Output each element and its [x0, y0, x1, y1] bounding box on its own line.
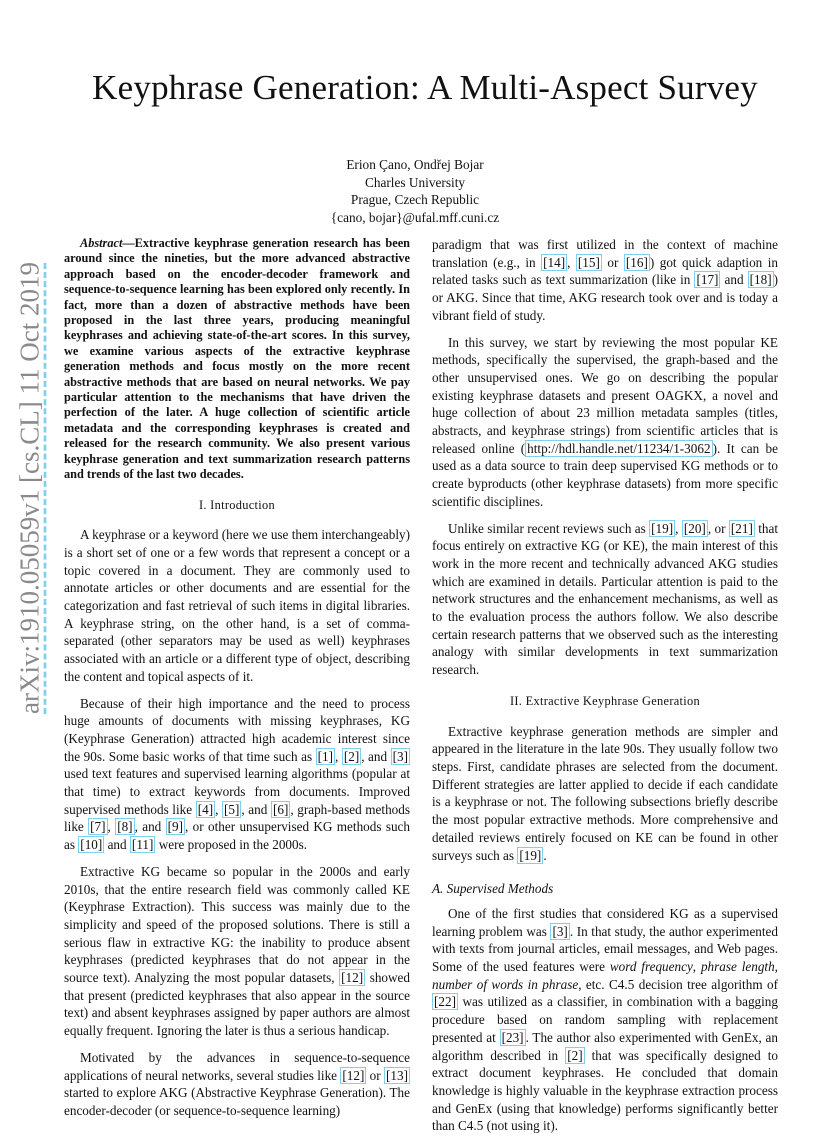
citation-link[interactable]: [5]	[224, 801, 240, 817]
citation-link[interactable]: [8]	[117, 819, 133, 835]
citation-link[interactable]: [7]	[90, 819, 106, 835]
intro-paragraph-4: Motivated by the advances in sequence-to-sequence applications of neural networks, several studies like [12] or [13] started to explore AKG (Abstractive Keyphrase Generation). The encoder-decoder (or sequence-to-sequence learning)	[64, 1049, 410, 1118]
extractive-paragraph-1: Extractive keyphrase generation methods are simpler and appeared in the literature in the late 90s. They usually follow two steps. First, candidate phrases are selected from the document. Different strategies are latter applied to decide if each candidate is a keyphrase or not. The following subsections briefly describe the most popular extractive methods. More comprehensive and detailed reviews entirely focused on KE can be found in other surveys such as [19] .	[432, 723, 778, 863]
citation-link[interactable]: [23]	[501, 1029, 524, 1045]
citation-link[interactable]: [19]	[651, 520, 674, 536]
author-location: Prague, Czech Republic	[350, 192, 480, 207]
abstract-label: Abstract	[80, 236, 123, 250]
intro-paragraph-1: A keyphrase or a keyword (here we use them interchangeably) is a short set of one or a few words that represent a concept or a topic covered in a document. They are commonly used to annotate articles or other documents and are essential for the categorization and fast retrieval of such items in digital libraries. A keyphrase string, on the other hand, is a set of comma-separated (other separators may be used as well) keyphrases associated with an article or a different type of object, describing the content and topical aspects of it.	[64, 527, 410, 684]
citation-link[interactable]: [11]	[131, 837, 154, 853]
author-names: Erion Çano, Ondřej Bojar	[346, 157, 484, 172]
citation-link[interactable]: [2]	[567, 1047, 583, 1063]
section-heading-introduction: I. Introduction	[198, 497, 276, 512]
citation-link[interactable]: [12]	[341, 970, 364, 986]
citation-link[interactable]: [15]	[577, 254, 600, 270]
section-heading-extractive: II. Extractive Keyphrase Generation	[509, 693, 701, 708]
abstract-text: —Extractive keyphrase generation research has been around since the nineties, but the more advanced abstractive approach based on the encoder-decoder framework and sequence-to-sequence learning has been explored only recently. In fact, more than a dozen of abstractive methods have been proposed in the last three years, producing meaningful keyphrases and achieving state-of-the-art scores. In this survey, we examine various aspects of the extractive keyphrase generation methods and focus mostly on the more recent abstractive methods that are based on neural networks. We pay particular attention to the mechanisms that have driven the perfection of the later. A huge collection of scientific article metadata and the corresponding keyphrases is created and released for the research community. We also present various keyphrase generation and text summarization research patterns and trends of the last two decades.	[64, 236, 410, 482]
citation-link[interactable]: [6]	[272, 801, 289, 817]
citation-link[interactable]: [16]	[625, 254, 648, 270]
supervised-paragraph-1: One of the first studies that considered KG as a supervised learning problem was [3] . In that study, the author experimented with texts from journal articles, email messages, and Web pages. Some of the used features were word frequency, phrase length, number of words in phrase, etc. C4.5 decision tree algorithm of [22] was utilized as a classifier, in combination with a bagging procedure based on random sampling with replacement presented at [23] . The author also experimented with GenEx, an algorithm described in [2] that was specifically designed to extract document keyphrases. He concluded that domain knowledge is highly valuable in the keyphrase extraction process and GenEx (using that knowledge) performs significantly better than C4.5 (not using it).	[432, 905, 779, 1134]
citation-link[interactable]: [3]	[552, 923, 568, 939]
abstract	[64, 236, 410, 483]
author-email: {cano, bojar}@ufal.mff.cuni.cz	[330, 209, 500, 225]
citation-link[interactable]: [2]	[343, 748, 360, 764]
citation-link[interactable]: [21]	[730, 520, 753, 536]
intro-paragraph-5: paradigm that was first utilized in the context of machine translation (e.g., in [14] , [15] or [16] ) got quick adaption in related tasks such as text summarization (like in [17] and [18] ) or AKG. Since that time, AKG research took over and is today a vibrant field of study.	[432, 237, 779, 323]
citation-link[interactable]: [12]	[342, 1067, 365, 1083]
author-block	[260, 156, 570, 226]
paper-title: Keyphrase Generation: A Multi-Aspect Survey	[92, 68, 758, 107]
intro-paragraph-7: Unlike similar recent reviews such as [19] , [20] , or [21] that focus entirely on extractive KG (or KE), the main interest of this work in the more recent and technically advanced AKG studies which are examined in details. Particular attention is paid to the network structures and the enhancement mechanisms, as well as to the evaluation process the authors follow. We also describe certain research patterns that we observed such as the interesting analogy with similar developments in text summarization research.	[432, 520, 778, 678]
citation-link[interactable]: [10]	[80, 837, 103, 853]
arxiv-identifier-text[interactable]: arXiv:1910.05059v1 [cs.CL] 11 Oct 2019	[14, 262, 45, 714]
citation-link[interactable]: [20]	[683, 520, 706, 536]
citation-link[interactable]: [14]	[543, 254, 566, 270]
arxiv-identifier	[8, 238, 52, 738]
author-affiliation: Charles University	[364, 174, 466, 190]
dataset-url-link[interactable]: http://hdl.handle.net/11234/1-3062	[527, 440, 711, 456]
citation-link[interactable]: [22]	[434, 994, 456, 1010]
right-column	[432, 236, 778, 1144]
citation-link[interactable]: [9]	[167, 819, 184, 835]
left-column	[64, 236, 410, 1129]
intro-paragraph-6: In this survey, we start by reviewing the most popular KE methods, specifically the supervised, the graph-based and the other unsupervised ones. We go on describing the popular existing keyphrase datasets and present OAGKX, a novel and huge collection of about 23 million metadata samples (titles, abstracts, and keyphrase strings) from scientific articles that is released online ( http://hdl.handle.net/11234/1-3062 ). It can be used as a data source to train deep supervised KG methods or to create byproducts (other keyphrase datasets) from more specific scientific disciplines.	[432, 334, 778, 509]
citation-link[interactable]: [18]	[749, 272, 772, 288]
citation-link[interactable]: [3]	[392, 748, 408, 764]
citation-link[interactable]: [19]	[519, 847, 542, 863]
citation-link[interactable]: [13]	[386, 1067, 408, 1083]
intro-paragraph-2: Because of their high importance and the need to process huge amounts of documents with missing keyphrases, KG (Keyphrase Generation) attracted high academic interest since the 90s. Some basic works of that time such as [1] , [2] , and [3] used text features and supervised learning algorithms (popular at that time) to extract keywords from documents. Improved supervised methods like [4] , [5] , and [6] , graph-based methods like [7] , [8] , and [9] , or other unsupervised KG methods such as [10] and [11] were proposed in the 2000s.	[64, 695, 411, 853]
citation-link[interactable]: [17]	[696, 272, 719, 288]
citation-link[interactable]: [4]	[197, 801, 214, 817]
subsection-heading-supervised: A. Supervised Methods	[432, 881, 554, 897]
intro-paragraph-3: Extractive KG became so popular in the 2000s and early 2010s, that the entire research field was commonly called KE (Keyphrase Extraction). This success was mainly due to the simplicity and speed of the proposed solutions. There is still a serious flaw in extractive KG: the inability to produce absent keyphrases (predicted keyphrases that do not appear in the source text). Analyzing the most popular datasets, [12] showed that present (predicted keyphrases that also appear in the source text) and absent keyphrases assigned by paper authors are almost equally frequent. Ignoring the later is thus a serious handicap.	[64, 863, 410, 1039]
citation-link[interactable]: [1]	[317, 748, 334, 764]
